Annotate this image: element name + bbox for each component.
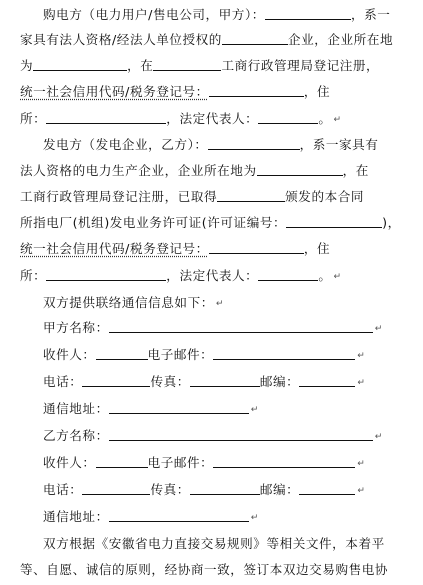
paragraph-mark-icon: ↵ — [215, 299, 224, 309]
party-b-email-field[interactable] — [213, 454, 355, 468]
party-b-postcode-field[interactable] — [299, 481, 355, 495]
paragraph-mark-icon: ↵ — [333, 115, 342, 125]
seller-location-blank[interactable] — [257, 162, 343, 176]
seller-at-text: ，在 — [342, 163, 369, 178]
buyer-line-2 — [20, 31, 393, 49]
seller-location-text: 法人资格的电力生产企业，企业所在地为 — [20, 163, 257, 178]
party-b-name-field[interactable] — [109, 427, 373, 441]
seller-address-blank[interactable] — [46, 267, 166, 281]
buyer-address-label: 所： — [20, 111, 47, 126]
paragraph-mark-icon: ↵ — [357, 351, 365, 361]
seller-registry-text: 工商行政管理局登记注册，已取得 — [20, 189, 218, 204]
seller-line-6 — [20, 267, 341, 285]
seller-address-label: 所： — [20, 268, 47, 283]
seller-legal-rep-label: ，法定代表人： — [166, 268, 259, 283]
buyer-enterprise-text: 企业，企业所在地 — [287, 32, 394, 47]
buyer-legal-rep-label: ，法定代表人： — [166, 111, 259, 126]
party-a-fax-field[interactable] — [190, 373, 260, 387]
buyer-registry-text: 工商行政管理局登记注册， — [221, 58, 380, 73]
seller-line-1 — [43, 136, 378, 154]
party-a-name-line — [43, 319, 382, 337]
party-a-postcode-label: 邮编： — [259, 374, 300, 389]
buyer-address-prefix: ，住 — [303, 84, 331, 99]
party-a-name-label: 甲方名称： — [43, 320, 109, 335]
closing-line-1 — [43, 535, 385, 553]
party-a-postcode-field[interactable] — [299, 373, 355, 387]
paragraph-mark-icon: ↵ — [333, 272, 342, 282]
party-a-email-field[interactable] — [213, 346, 355, 360]
buyer-credit-code-label: 统一社会信用代码/税务登记号： — [20, 84, 209, 99]
buyer-enterprise-type-blank[interactable] — [222, 31, 288, 45]
party-b-address-field[interactable] — [109, 508, 249, 522]
party-b-fax-label: 传真： — [150, 482, 190, 497]
closing-line-2 — [20, 561, 388, 579]
buyer-name-blank[interactable] — [265, 6, 351, 20]
seller-credit-code-blank[interactable] — [209, 240, 304, 254]
seller-line-3 — [20, 188, 364, 206]
party-a-recipient-label: 收件人： — [43, 347, 96, 362]
party-a-recipient-field[interactable] — [96, 346, 148, 360]
seller-line-4 — [20, 214, 401, 232]
party-a-address-field[interactable] — [109, 400, 249, 414]
buyer-line-5 — [20, 110, 341, 128]
party-b-address-line — [43, 508, 258, 526]
party-a-address-line — [43, 400, 258, 418]
closing-text-2: 等、自愿、诚信的原则，经协商一致，签订本双边交易购售电协 — [20, 562, 389, 577]
party-b-fax-field[interactable] — [190, 481, 260, 495]
paragraph-mark-icon: ↵ — [357, 378, 365, 388]
buyer-line-3 — [20, 57, 379, 75]
buyer-location-blank[interactable] — [33, 57, 127, 71]
buyer-line-1 — [43, 6, 390, 24]
seller-address-prefix: ，住 — [303, 241, 331, 256]
seller-sep: ，系一家具有 — [299, 137, 379, 152]
buyer-period: 。 — [318, 111, 332, 126]
party-a-fax-label: 传真： — [150, 374, 190, 389]
buyer-at-text: ，在 — [127, 58, 154, 73]
buyer-intro: 购电方（电力用户/售电公司，甲方）： — [43, 7, 265, 22]
party-b-phone-line — [43, 481, 365, 499]
buyer-credit-code-blank[interactable] — [209, 83, 304, 97]
party-b-recipient-label: 收件人： — [43, 455, 96, 470]
seller-legal-rep-blank[interactable] — [258, 267, 318, 281]
seller-line-2 — [20, 162, 369, 180]
seller-line-5 — [20, 240, 330, 258]
party-b-name-line — [43, 427, 382, 445]
party-b-recipient-field[interactable] — [96, 454, 148, 468]
buyer-address-blank[interactable] — [46, 110, 166, 124]
paragraph-mark-icon: ↵ — [250, 405, 259, 415]
closing-text-1: 双方根据《安徽省电力直接交易规则》等相关文件，本着平 — [43, 536, 385, 551]
seller-issuer-blank[interactable] — [217, 188, 285, 202]
buyer-line-4 — [20, 83, 330, 101]
paragraph-mark-icon: ↵ — [374, 324, 383, 334]
party-a-email-label: 电子邮件： — [147, 347, 214, 362]
party-b-email-label: 电子邮件： — [147, 455, 214, 470]
party-b-phone-label: 电话： — [43, 482, 83, 497]
paragraph-mark-icon: ↵ — [357, 459, 365, 469]
buyer-location-prefix: 为 — [20, 58, 34, 73]
party-a-phone-line — [43, 373, 365, 391]
buyer-sep: ，系一 — [350, 7, 391, 22]
buyer-registry-blank[interactable] — [153, 57, 221, 71]
party-a-contact-line — [43, 346, 365, 364]
paragraph-mark-icon: ↵ — [250, 513, 259, 523]
contact-intro: 双方提供联络通信信息如下： — [43, 295, 214, 310]
seller-credit-code-label: 统一社会信用代码/税务登记号： — [20, 241, 209, 256]
seller-issued-text: 颁发的本合同 — [285, 189, 365, 204]
party-b-name-label: 乙方名称： — [43, 428, 109, 443]
party-a-phone-field[interactable] — [82, 373, 150, 387]
seller-intro: 发电方（发电企业，乙方）： — [43, 137, 208, 152]
buyer-authorization-text: 家具有法人资格/经法人单位授权的 — [20, 32, 222, 47]
party-a-name-field[interactable] — [109, 319, 373, 333]
seller-name-blank[interactable] — [208, 136, 300, 150]
party-b-contact-line — [43, 454, 365, 472]
contact-intro-line — [43, 294, 223, 312]
paragraph-mark-icon: ↵ — [374, 432, 383, 442]
party-b-postcode-label: 邮编： — [259, 482, 300, 497]
seller-license-close: )， — [382, 215, 401, 230]
paragraph-mark-icon: ↵ — [357, 486, 365, 496]
seller-period: 。 — [318, 268, 332, 283]
buyer-legal-rep-blank[interactable] — [258, 110, 318, 124]
seller-license-number-blank[interactable] — [286, 214, 382, 228]
party-b-phone-field[interactable] — [82, 481, 150, 495]
party-a-address-label: 通信地址： — [43, 401, 109, 416]
seller-license-text: 所指电厂(机组)发电业务许可证(许可证编号： — [20, 215, 287, 230]
party-b-address-label: 通信地址： — [43, 509, 109, 524]
party-a-phone-label: 电话： — [43, 374, 83, 389]
